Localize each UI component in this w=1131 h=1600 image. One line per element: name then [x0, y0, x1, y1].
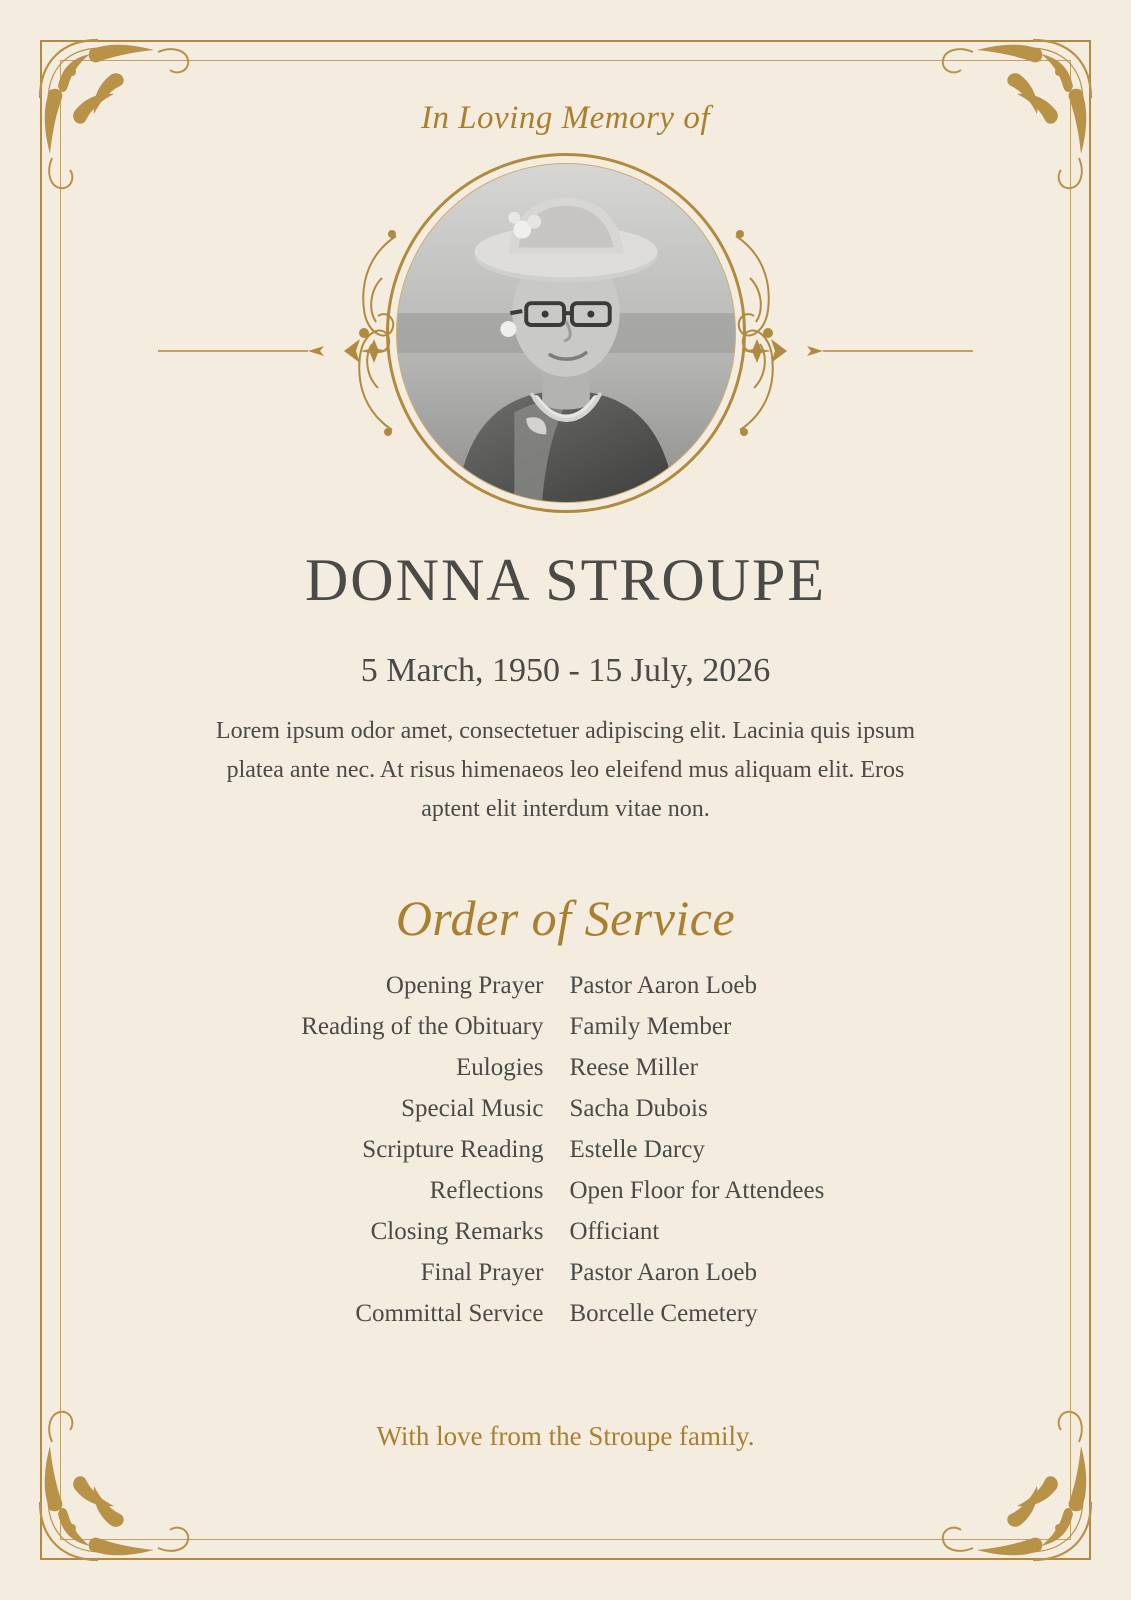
service-item-person: Reese Miller — [569, 1053, 698, 1081]
list-item — [276, 1252, 856, 1293]
service-item-label: Opening Prayer — [385, 971, 544, 999]
service-item-label: Committal Service — [355, 1299, 544, 1327]
service-item-person: Family Member — [569, 1012, 732, 1040]
list-item — [276, 1170, 856, 1211]
service-item-label: Closing Remarks — [370, 1217, 544, 1245]
portrait-section — [110, 153, 1021, 523]
service-item-person: Open Floor for Attendees — [569, 1176, 825, 1204]
order-of-service-list — [276, 965, 856, 1334]
list-item — [276, 1088, 856, 1129]
list-item — [276, 1129, 856, 1170]
page-title: DONNA STROUPE — [304, 547, 827, 613]
biography-text: Lorem ipsum odor amet, consectetuer adipiscing elit. Lacinia quis ipsum platea ante nec. At risus himenaeos leo eleifend mus aliquam elit. Eros aptent elit interdum vitae non. — [215, 718, 916, 822]
service-item-person: Estelle Darcy — [569, 1135, 705, 1163]
portrait-frame — [386, 153, 746, 513]
service-item-label: Eulogies — [456, 1053, 544, 1081]
service-item-label: Final Prayer — [420, 1258, 544, 1286]
service-item-person: Pastor Aaron Loeb — [569, 971, 757, 999]
list-item — [276, 1211, 856, 1252]
service-item-label: Reading of the Obituary — [301, 1012, 544, 1040]
service-item-person: Officiant — [569, 1217, 660, 1245]
list-item — [276, 1293, 856, 1334]
order-of-service-title: Order of Service — [395, 889, 736, 946]
portrait-photo — [397, 164, 735, 502]
service-item-person: Pastor Aaron Loeb — [569, 1258, 757, 1286]
list-item — [276, 965, 856, 1006]
service-item-label: Special Music — [401, 1094, 544, 1122]
service-item-label: Reflections — [429, 1176, 544, 1204]
list-item — [276, 1006, 856, 1047]
service-item-person: Borcelle Cemetery — [569, 1299, 758, 1327]
life-dates: 5 March, 1950 - 15 July, 2026 — [360, 652, 771, 690]
service-item-person: Sacha Dubois — [569, 1094, 708, 1122]
list-item — [276, 1047, 856, 1088]
in-loving-memory-heading: In Loving Memory of — [420, 100, 711, 136]
closing-message: With love from the Stroupe family. — [376, 1421, 755, 1451]
service-item-label: Scripture Reading — [362, 1135, 544, 1163]
